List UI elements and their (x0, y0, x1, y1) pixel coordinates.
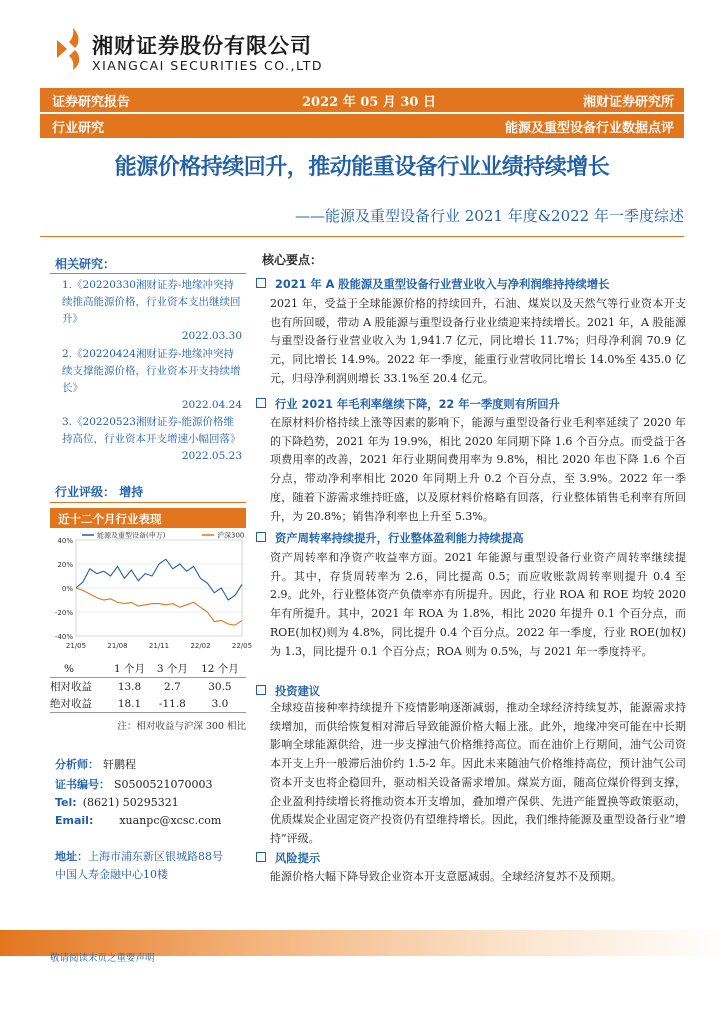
divider (50, 273, 246, 274)
tel-value: (8621) 50295321 (82, 796, 179, 809)
y-tick-label: 0% (61, 585, 73, 593)
section-paragraph: 能源价格大幅下降导致企业资本开支意愿减弱。全球经济复苏不及预期。 (270, 870, 622, 883)
related-item-title[interactable]: 1.《20220330湘财证券-地缘冲突持续推高能源价格，行业资本支出继续回升》 (62, 279, 241, 325)
key-points-label: 核心要点： (262, 253, 323, 267)
email-label: Email: (55, 814, 94, 827)
y-tick-label: 20% (57, 561, 73, 569)
table-row (50, 678, 246, 696)
address-line1: 上海市浦东新区银城路88号 (88, 850, 223, 863)
related-item[interactable] (62, 277, 242, 345)
related-item-date: 2022.04.24 (181, 399, 242, 411)
cert-label: 证书编号： (55, 778, 110, 791)
section-heading: 行业 2021 年毛利率继续下降，22 年一季度则有所回升 (256, 396, 560, 412)
company-name-cn: 湘财证券股份有限公司 (92, 34, 312, 58)
address (55, 848, 223, 864)
x-tick-label: 21/05 (65, 642, 87, 650)
address-label: 地址： (55, 850, 88, 863)
analyst (55, 756, 136, 772)
series-line (76, 588, 242, 625)
rating-label: 行业评级： (55, 485, 116, 499)
section-paragraph: 资产周转率和净资产收益率方面。2021 年能源与重型设备行业资产周转率继续提升。其中，存货周转率为 2.6，同比提高 0.5；而应收账款周转率则提升 0.4 至 2.9。此外，行业整体资产负债率亦有所提升。因此，行业 ROA 和 ROE 均较 2020 年有所提升。其中，2021 年 ROA 为 1.8%，相比 2020 年提升 0.1 个百分点，而 ROE(加权)则为 4.8%，同比提升 0.4 个百分点。2022 年一季度，行业 ROE(加权)为 1.3，同比提升 0.1 个百分点；ROA 则为 0.5%，与 2021 年一季度持平。 (270, 551, 686, 658)
industry-rating (55, 483, 143, 500)
analyst-label: 分析师： (55, 758, 99, 771)
table-cell: 18.1 (117, 697, 142, 710)
checkbox-bullet-icon (256, 852, 266, 862)
row-label: 相对收益 (50, 681, 92, 693)
table-header-row (50, 660, 246, 678)
related-item[interactable] (62, 346, 242, 414)
certificate (55, 776, 213, 792)
x-tick-label: 21/11 (148, 642, 170, 650)
email (55, 814, 221, 827)
section-heading: 投资建议 (256, 683, 320, 699)
chart-title: 近十二个月行业表现 (58, 512, 162, 526)
table-header-cell: 3 个月 (156, 663, 188, 675)
table-cell: -11.8 (158, 697, 186, 710)
institute-name: 湘财证券研究所 (582, 95, 674, 110)
legend-label: 沪深300 (217, 531, 245, 540)
performance-table (50, 660, 246, 713)
related-item[interactable] (62, 414, 242, 465)
divider (40, 236, 684, 237)
y-tick-label: -40% (54, 633, 73, 641)
table-header-cell: % (64, 662, 74, 675)
checkbox-bullet-icon (256, 278, 266, 288)
row-label: 绝对收益 (50, 698, 92, 710)
section-paragraph: 在原材料价格持续上涨等因素的影响下，能源与重型设备行业毛利率延续了 2020 年的下降趋势，2021 年为 19.9%，相比 2020 年同期下降 1.6 个百分点。而受益于各项费用率的改善，2021 年行业期间费用率为 9.8%，相比 2020 年也下降 1.6 个百分点，带动净利率相比 2020 年同期上升 0.2 个百分点，至 3.9%。2022 年一季度，随着下游需求维持旺盛，以及原材料价格略有回落，行业整体销售毛利率有所回升，为 20.8%；销售净利率也上升至 5.3%。 (270, 416, 686, 523)
cert-value: S0500521070003 (114, 778, 213, 791)
report-date: 2022 年 05 月 30 日 (302, 95, 436, 110)
analyst-name: 轩鹏程 (103, 758, 136, 771)
section-paragraph: 2021 年，受益于全球能源价格的持续回升，石油、煤炭以及天然气等行业资本开支也有所回暖，带动 A 股能源与重型设备行业业绩迎来持续增长。2021 年，A 股能源与重型设备行业营业收入为 1,941.7 亿元，同比增长 11.7%；归母净利润 70.9 亿元，同比增长 14.9%。2022 年一季度，能重行业营收同比增长 14.0%至 435.0 亿元，归母净利润则增长 33.1%至 20.4 亿元。 (270, 297, 686, 385)
related-item-title[interactable]: 2.《20220424湘财证券-地缘冲突持续支撑能源价格，行业资本开支持续增长》 (62, 348, 241, 394)
email-value[interactable]: xuanpc@xcsc.com (119, 814, 222, 827)
related-item-title[interactable]: 3.《20220523湘财证券-能源价格维持高位，行业资本开支增速小幅回落》 (62, 416, 241, 445)
related-item-date: 2022.05.23 (181, 450, 242, 462)
page-subtitle: ——能源及重型设备行业 2021 年度&2022 年一季度综述 (294, 207, 684, 225)
section-paragraph: 全球疫苗接种率持续提升下疫情影响逐渐减弱，推动全球经济持续复苏，能源需求持续增加，而供给恢复相对滞后导致能源价格大幅上涨。此外，地缘冲突可能在中长期影响全球能源供给，进一步支撑油气价格维持高位。而在油价上行期间，油气公司资本开支上升一般滞后油价约 1.5-2 年。因此未来随油气价格维持高位，预计油气公司资本开支也将企稳回升，驱动相关设备需求增加。煤炭方面，随高位煤价得到支撑，企业盈利持续增长将推动资本开支增加，叠加增产保供、先进产能置换等政策驱动，优质煤炭企业固定资产投资仍有望维持增长。因此，我们维持能源及重型设备行业“增持”评级。 (270, 701, 686, 845)
report-series: 能源及重型设备行业数据点评 (504, 121, 674, 136)
header-bar-bottom (40, 114, 684, 138)
series-line (76, 559, 242, 600)
table-note: 注：相对收益与沪深 300 相比 (117, 721, 246, 732)
table-header-cell: 1 个月 (113, 663, 146, 675)
table-row (50, 695, 246, 713)
company-logo-icon (55, 26, 85, 72)
page-title: 能源价格持续回升，推动能重设备行业业绩持续增长 (114, 155, 610, 180)
y-tick-label: 40% (57, 537, 73, 545)
checkbox-bullet-icon (256, 532, 266, 542)
related-research-heading: 相关研究： (55, 257, 116, 271)
section-heading: 资产周转率持续提升，行业整体盈利能力持续提高 (256, 530, 524, 546)
tel-label: Tel: (55, 796, 77, 809)
checkbox-bullet-icon (256, 398, 266, 408)
divider (50, 502, 246, 503)
section-heading: 2021 年 A 股能源及重型设备行业营业收入与净利润维持持续增长 (256, 276, 609, 292)
telephone (55, 796, 179, 809)
table-header-cell: 12 个月 (201, 663, 239, 675)
table-cell: 3.0 (211, 697, 229, 710)
checkbox-bullet-icon (256, 685, 266, 695)
company-name-en: XIANGCAI SECURITIES CO.,LTD (92, 58, 323, 73)
performance-chart (50, 528, 253, 656)
footer-disclaimer[interactable]: 敬请阅读末页之重要声明 (50, 953, 155, 964)
chart-header (50, 508, 246, 528)
report-type: 证券研究报告 (52, 95, 131, 110)
table-cell: 2.7 (164, 680, 181, 693)
section-heading: 风险提示 (256, 850, 320, 866)
x-tick-label: 22/02 (190, 642, 211, 650)
legend-label: 能源及重型设备(申万) (97, 531, 166, 540)
address-line2: 中国人寿金融中心10楼 (55, 868, 168, 881)
x-tick-label: 22/05 (231, 642, 253, 650)
related-item-date: 2022.03.30 (181, 330, 242, 342)
table-cell: 30.5 (208, 680, 232, 693)
report-category: 行业研究 (52, 121, 105, 136)
header-bar-top (40, 88, 684, 112)
y-tick-label: -20% (54, 609, 73, 617)
rating-value: 增持 (119, 485, 144, 499)
x-tick-label: 21/08 (107, 642, 128, 650)
table-cell: 13.8 (117, 680, 142, 693)
